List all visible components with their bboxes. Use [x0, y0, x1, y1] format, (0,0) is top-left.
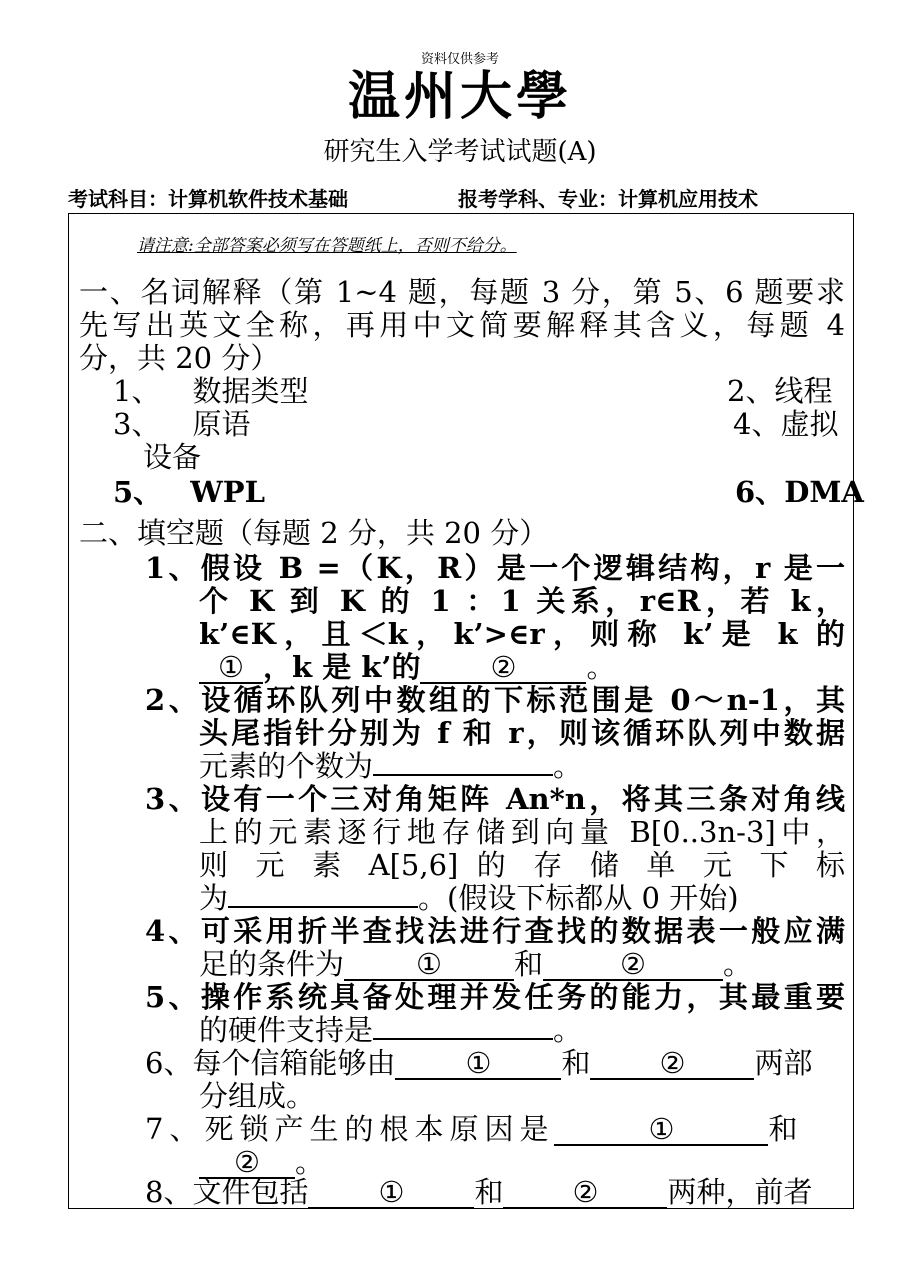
q5-blank[interactable]	[373, 1038, 553, 1040]
q7-blank-2[interactable]: ②	[199, 1147, 295, 1179]
q8-blank-1[interactable]: ①	[308, 1177, 474, 1209]
q1-blank-1[interactable]: ①	[199, 652, 263, 684]
q3-blank[interactable]	[228, 906, 418, 908]
term-item-6: 6、DMA	[735, 475, 864, 509]
q1-line2: 个 K 到 K 的 1 ：1 关系，r∈R，若 k，	[199, 584, 845, 618]
section2-heading: 二、填空题（每题 2 分，共 20 分）	[79, 516, 549, 550]
q1-blank-2[interactable]: ②	[420, 652, 586, 684]
q1-line3: k’∈K，且＜k，k’>∈r，则称 k’是 k 的	[199, 617, 845, 651]
section1-heading-line2: 先写出英文全称，再用中文简要解释其含义，每题 4	[79, 308, 845, 342]
q1-line1: 1、假设 B =（K，R）是一个逻辑结构，r 是一	[145, 551, 845, 585]
term-item-2: 2、线程	[727, 374, 833, 408]
exam-title: 研究生入学考试试题(A)	[323, 137, 597, 167]
q7-line1: 7、死锁产生的根本原因是 ① 和	[145, 1112, 798, 1146]
university-logo: 温州大學	[347, 66, 572, 127]
q3-line3: 则 元 素 A[5,6] 的 存 储 单 元 下 标	[199, 848, 845, 882]
q4-blank-2[interactable]: ②	[543, 949, 723, 981]
q3-line2: 上的元素逐行地存储到向量 B[0..3n-3]中，	[199, 815, 845, 849]
exam-subject: 考试科目：计算机软件技术基础	[68, 187, 348, 211]
term-item-3: 3、 原语	[113, 407, 251, 441]
q2-line3: 元素的个数为 。	[199, 749, 583, 783]
q4-line2: 足的条件为 ① 和 ② 。	[199, 947, 753, 981]
q5-line1: 5、操作系统具备处理并发任务的能力，其最重要	[145, 980, 845, 1014]
section1-heading-line1: 一、名词解释（第 1~4 题，每题 3 分，第 5、6 题要求	[79, 275, 845, 309]
section1-heading-line3: 分，共 20 分）	[79, 341, 280, 375]
q8-line1: 8、文件包括 ① 和 ② 两种，前者	[145, 1175, 813, 1209]
q3-line4: 为 。(假设下标都从 0 开始)	[199, 881, 739, 915]
q2-blank[interactable]	[373, 774, 553, 776]
q4-line1: 4、可采用折半查找法进行查找的数据表一般应满	[145, 914, 845, 948]
q2-line1: 2、设循环队列中数组的下标范围是 0～n-1，其	[145, 683, 845, 717]
q5-line2: 的硬件支持是 。	[199, 1013, 583, 1047]
q6-blank-2[interactable]: ②	[590, 1048, 754, 1080]
q2-line2: 头尾指针分别为 f 和 r，则该循环队列中数据	[199, 716, 845, 750]
q4-blank-1[interactable]: ①	[344, 949, 514, 981]
term-item-4-cont: 设备	[143, 440, 202, 474]
q6-line2: 分组成。	[199, 1079, 316, 1113]
q6-blank-1[interactable]: ①	[395, 1048, 561, 1080]
q3-line1: 3、设有一个三对角矩阵 An*n，将其三条对角线	[145, 782, 845, 816]
top-note: 资料仅供参考	[420, 52, 499, 67]
question-box	[68, 213, 864, 1209]
q8-blank-2[interactable]: ②	[503, 1177, 667, 1209]
q7-line2: ② 。	[199, 1146, 324, 1179]
q6-line1: 6、每个信箱能够由 ① 和 ② 两部	[145, 1046, 813, 1080]
notice: 请注意:全部答案必须写在答题纸上，否则不给分。	[137, 236, 517, 256]
term-item-1: 1、 数据类型	[113, 374, 309, 408]
term-item-4: 4、虚拟	[733, 407, 839, 441]
q7-blank-1[interactable]: ①	[554, 1114, 768, 1146]
term-item-5: 5、 WPL	[113, 475, 265, 509]
exam-major: 报考学科、专业：计算机应用技术	[458, 187, 758, 211]
q1-line4: ① ，k 是 k’的 ② 。	[199, 651, 616, 684]
